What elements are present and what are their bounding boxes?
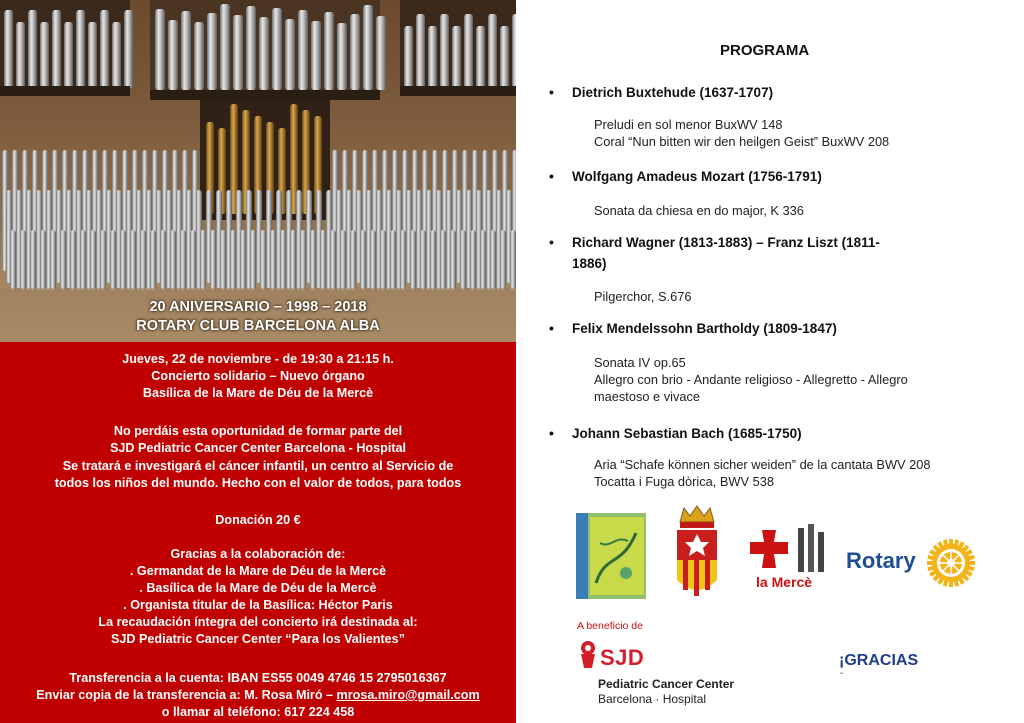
work-line: Tocatta i Fuga dòrica, BWV 538: [594, 474, 774, 489]
composer-3: [549, 232, 880, 253]
sjd-location: Barcelona · Hospital: [598, 692, 707, 706]
message-line2: SJD Pediatric Cancer Center Barcelona - Hospital: [109, 441, 407, 455]
coat-of-arms-logo: [672, 504, 722, 600]
bullet-icon: •: [549, 84, 554, 100]
work-line: maestoso e vivace: [594, 389, 700, 404]
anniversary-banner: [0, 294, 516, 342]
composer-name: Johann Sebastian Bach (1685-1750): [572, 426, 802, 441]
work-line: Aria “Schafe können sicher weiden” de la cantata BWV 208: [594, 457, 931, 472]
rotary-wheel-icon: [926, 538, 976, 588]
program-title: PROGRAMA: [720, 42, 810, 59]
sjd-subtitle: Pediatric Cancer Center: [598, 677, 735, 691]
donation: Donación 20 €: [215, 513, 301, 527]
composer-4: [549, 318, 837, 339]
gracias-label: ¡GRACIAS: [839, 652, 919, 669]
work-line: Allegro con brio - Andante religioso - Allegretto - Allegro: [594, 372, 908, 387]
composer-name: Wolfgang Amadeus Mozart (1756-1791): [572, 169, 822, 184]
event-venue: Basílica de la Mare de Déu de la Mercè: [142, 386, 374, 400]
composer-name: Felix Mendelssohn Bartholdy (1809-1847): [572, 321, 837, 336]
transfer-phone: o llamar al teléfono: 617 224 458: [161, 705, 355, 719]
transfer-copy: [0, 687, 516, 705]
thanks-line4: . Organista titular de la Basílica: Héctor Paris: [123, 598, 393, 612]
organ-pipes-photo: [0, 0, 516, 342]
work-line: Preludi en sol menor BuxWV 148: [594, 117, 783, 132]
sjd-emblem-icon: [578, 640, 598, 670]
gracias-dash: -: [840, 668, 844, 679]
score-book-logo: [576, 513, 646, 599]
bullet-icon: •: [549, 425, 554, 441]
event-type: Concierto solidario – Nuevo órgano: [151, 369, 365, 383]
message-line1: No perdáis esta oportunidad de formar parte del: [113, 424, 403, 438]
work-line: Sonata da chiesa en do major, K 336: [594, 203, 804, 218]
composer-1: [549, 82, 774, 103]
message-line3: Se tratará e investigará el cáncer infantil, un centro al Servicio de: [62, 459, 454, 473]
composer-name: Dietrich Buxtehude (1637-1707): [572, 85, 774, 100]
rotary-label: Rotary: [846, 548, 916, 573]
thanks-line1: Gracias a la colaboración de:: [170, 547, 346, 561]
thanks-line6: SJD Pediatric Cancer Center “Para los Valientes”: [111, 632, 405, 646]
message-line4: todos los niños del mundo. Hecho con el valor de todos, para todos: [54, 476, 462, 490]
bullet-icon: •: [549, 320, 554, 336]
composer-3-cont: 1886): [572, 256, 607, 271]
work-line: Sonata IV op.65: [594, 355, 686, 370]
transfer-copy-prefix: Enviar copia de la transferencia a: M. Rosa Miró –: [36, 688, 337, 702]
bullet-icon: •: [549, 234, 554, 250]
bullet-icon: •: [549, 168, 554, 184]
email-link[interactable]: mrosa.miro@gmail.com: [336, 688, 480, 702]
la-merce-logo: [750, 524, 834, 576]
work-line: Pilgerchor, S.676: [594, 289, 692, 304]
banner-line2: ROTARY CLUB BARCELONA ALBA: [136, 318, 380, 334]
thanks-line3: . Basílica de la Mare de Déu de la Mercè: [139, 581, 377, 595]
sjd-label: SJD: [600, 645, 645, 670]
work-line: Coral “Nun bitten wir den heilgen Geist” BuxWV 208: [594, 134, 890, 149]
program-panel: [516, 0, 1024, 723]
la-merce-label: la Mercè: [756, 574, 813, 590]
composer-name: Richard Wagner (1813-1883) – Franz Liszt (1811-: [572, 235, 880, 250]
event-date: Jueves, 22 de noviembre - de 19:30 a 21:15 h.: [122, 352, 394, 366]
composer-5: [549, 423, 802, 444]
banner-line1: 20 ANIVERSARIO – 1998 – 2018: [149, 299, 367, 315]
beneficio-label: A beneficio de: [577, 620, 643, 632]
thanks-line5: La recaudación íntegra del concierto irá destinada al:: [98, 615, 418, 629]
thanks-line2: . Germandat de la Mare de Déu de la Mercè: [129, 564, 387, 578]
transfer-account: Transferencia a la cuenta: IBAN ES55 0049 4746 15 2795016367: [69, 671, 447, 685]
composer-2: [549, 166, 822, 187]
